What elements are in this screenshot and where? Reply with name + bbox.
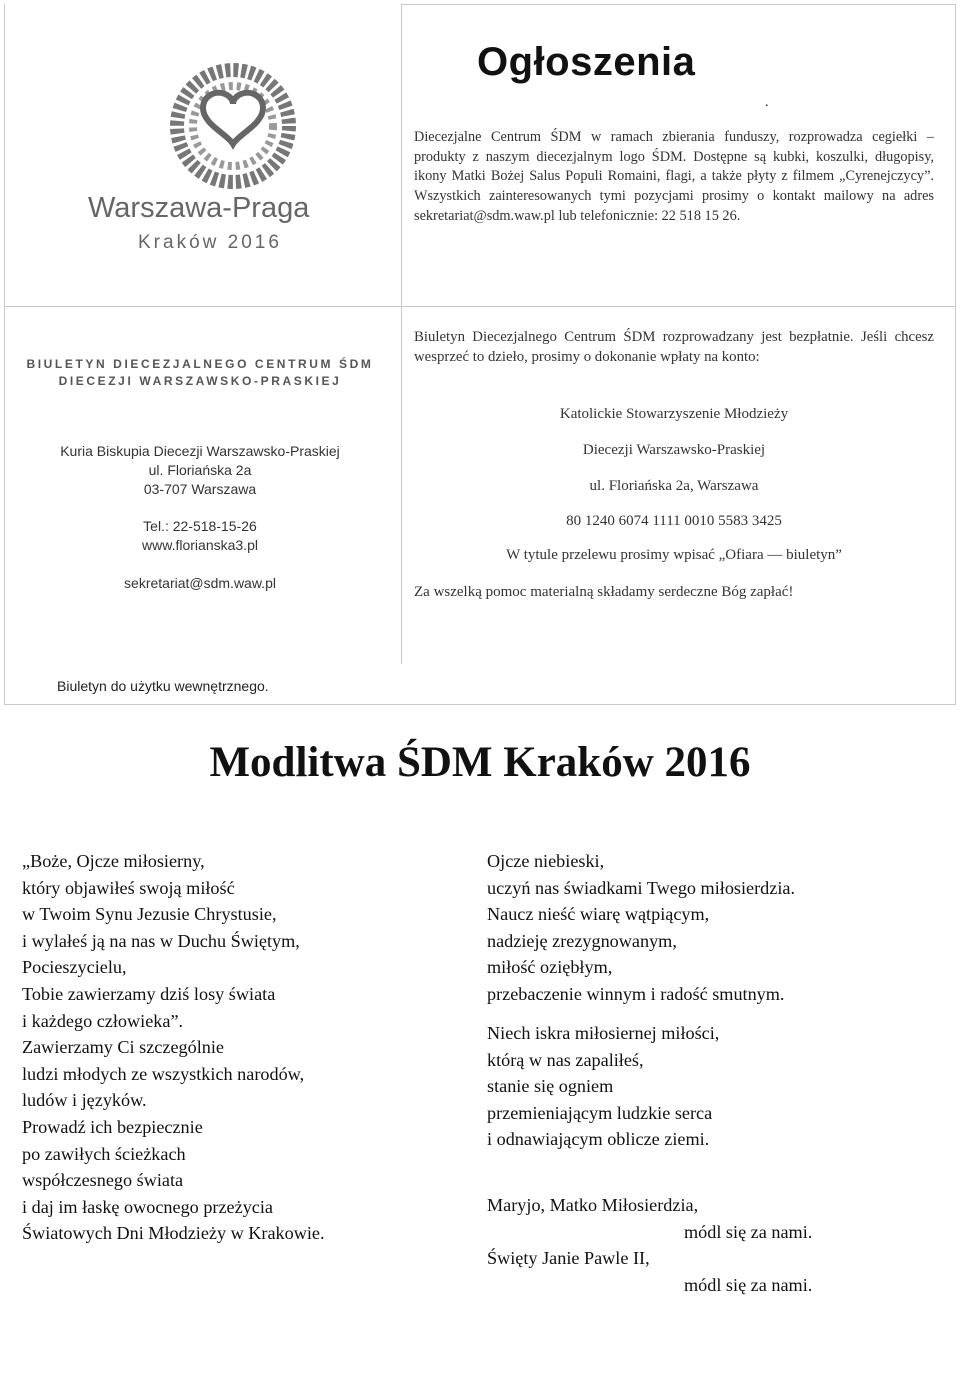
frame-bottom-line xyxy=(4,704,956,705)
prayer-line: Święty Janie Pawle II, xyxy=(487,1248,650,1269)
prayer-line: stanie się ogniem xyxy=(487,1076,614,1097)
frame-top-line xyxy=(401,4,956,5)
prayer-line: i wylałeś ją na nas w Duchu Świętym, xyxy=(22,930,300,951)
prayer-line: Prowadź ich bezpiecznie xyxy=(22,1116,203,1137)
contact-website[interactable]: www.florianska3.pl xyxy=(142,537,258,553)
prayer-line: Światowych Dni Młodzieży w Krakowie. xyxy=(22,1223,325,1244)
contact-org: Kuria Biskupia Diecezji Warszawsko-Praskiej xyxy=(60,443,340,459)
prayer-line: Ojcze niebieski, xyxy=(487,851,605,871)
prayer-right-stanza1 xyxy=(487,848,795,1008)
prayer-line: ludzi młodych ze wszystkich narodów, xyxy=(22,1063,305,1084)
bulletin-title-line1: BIULETYN DIECEZJALNEGO CENTRUM ŚDM xyxy=(26,357,374,371)
logo-name: Warszawa-Praga xyxy=(88,192,310,224)
logo-event: Kraków 2016 xyxy=(138,232,282,253)
contact-street: ul. Floriańska 2a xyxy=(148,462,252,478)
prayer-line: i daj im łaskę owocnego przeżycia xyxy=(22,1196,273,1217)
prayer-line: przebaczenie winnym i radość smutnym. xyxy=(487,983,785,1004)
heart-emblem-icon xyxy=(60,60,350,200)
announcement-text: Diecezjalne Centrum ŚDM w ramach zbierania funduszy, rozprowadza cegiełki – produkty z naszym diecezjalnym logo ŚDM. Dostępne są kubki, koszulki, długopisy, ikony Matki Bożej Salus Populi Romaini, flagi, a także płyty z filmem „Cyrenejczycy”. Wszystkich zainteresowanych tymi pozycjami prosimy o kontakt mailowy na adres sekretariat@sdm.waw.pl lub telefonicznie: 22 518 15 26. xyxy=(414,129,934,224)
prayer-line: módl się za nami. xyxy=(684,1221,813,1242)
prayer-line: po zawiłych ścieżkach xyxy=(22,1143,186,1164)
prayer-line: Naucz nieść wiarę wątpiącym, xyxy=(487,904,710,925)
thanks-text: Za wszelką pomoc materialną składamy serdeczne Bóg zapłać! xyxy=(414,584,794,600)
bulletin-title-line2: DIECEZJI WARSZAWSKO-PRASKIEJ xyxy=(58,374,342,388)
prayer-line: uczyń nas świadkami Twego miłosierdzia. xyxy=(487,877,796,898)
prayer-line: Pocieszycielu, xyxy=(22,957,127,978)
transfer-title: W tytule przelewu prosimy wpisać „Ofiara — biuletyn” xyxy=(506,547,842,563)
frame-section-line xyxy=(4,306,956,307)
frame-middle-line xyxy=(401,4,402,664)
prayer-line: nadzieję zrezygnowanym, xyxy=(487,930,677,951)
heading-dot: . xyxy=(765,95,769,110)
sdm-logo xyxy=(60,60,350,260)
prayer-line: Zawierzamy Ci szczególnie xyxy=(22,1037,224,1058)
prayer-line: Niech iskra miłosiernej miłości, xyxy=(487,1023,720,1043)
prayer-line: który objawiłeś swoją miłość xyxy=(22,877,235,898)
prayer-line: współczesnego świata xyxy=(22,1170,184,1191)
prayer-line: miłość oziębłym, xyxy=(487,957,613,978)
prayer-line: przemieniającym ludzkie serca xyxy=(487,1102,713,1123)
contact-email[interactable]: sekretariat@sdm.waw.pl xyxy=(124,575,276,591)
prayer-line: ludów i języków. xyxy=(22,1090,147,1111)
prayer-title: Modlitwa ŚDM Kraków 2016 xyxy=(209,739,751,786)
prayer-line: i odnawiającym oblicze ziemi. xyxy=(487,1129,710,1150)
prayer-right-stanza2 xyxy=(487,1020,719,1153)
account-name2: Diecezji Warszawsko-Praskiej xyxy=(582,442,766,458)
prayer-line: „Boże, Ojcze miłosierny, xyxy=(22,851,205,871)
account-name1: Katolickie Stowarzyszenie Młodzieży xyxy=(559,406,789,422)
prayer-right-stanza3 xyxy=(487,1192,812,1298)
contact-phone: Tel.: 22-518-15-26 xyxy=(143,518,257,534)
internal-use-note: Biuletyn do użytku wewnętrznego. xyxy=(57,678,269,694)
prayer-line: módl się za nami. xyxy=(684,1274,813,1295)
support-text: Biuletyn Diecezjalnego Centrum ŚDM rozprowadzany jest bezpłatnie. Jeśli chcesz wesprzeć to dzieło, prosimy o dokonanie wpłaty na konto: xyxy=(414,329,934,365)
account-address: ul. Floriańska 2a, Warszawa xyxy=(589,478,759,494)
announcements-heading: Ogłoszenia xyxy=(477,40,696,84)
prayer-line: Maryjo, Matko Miłosierdzia, xyxy=(487,1195,699,1215)
prayer-line: i każdego człowieka”. xyxy=(22,1010,184,1031)
account-number: 80 1240 6074 1111 0010 5583 3425 xyxy=(566,513,782,529)
prayer-line: którą w nas zapaliłeś, xyxy=(487,1049,644,1070)
prayer-left-column xyxy=(22,848,325,1247)
frame-right-line xyxy=(955,4,956,704)
frame-left-line xyxy=(4,4,5,704)
prayer-line: w Twoim Synu Jezusie Chrystusie, xyxy=(22,904,277,925)
contact-city: 03-707 Warszawa xyxy=(143,481,257,497)
prayer-line: Tobie zawierzamy dziś losy świata xyxy=(22,983,276,1004)
